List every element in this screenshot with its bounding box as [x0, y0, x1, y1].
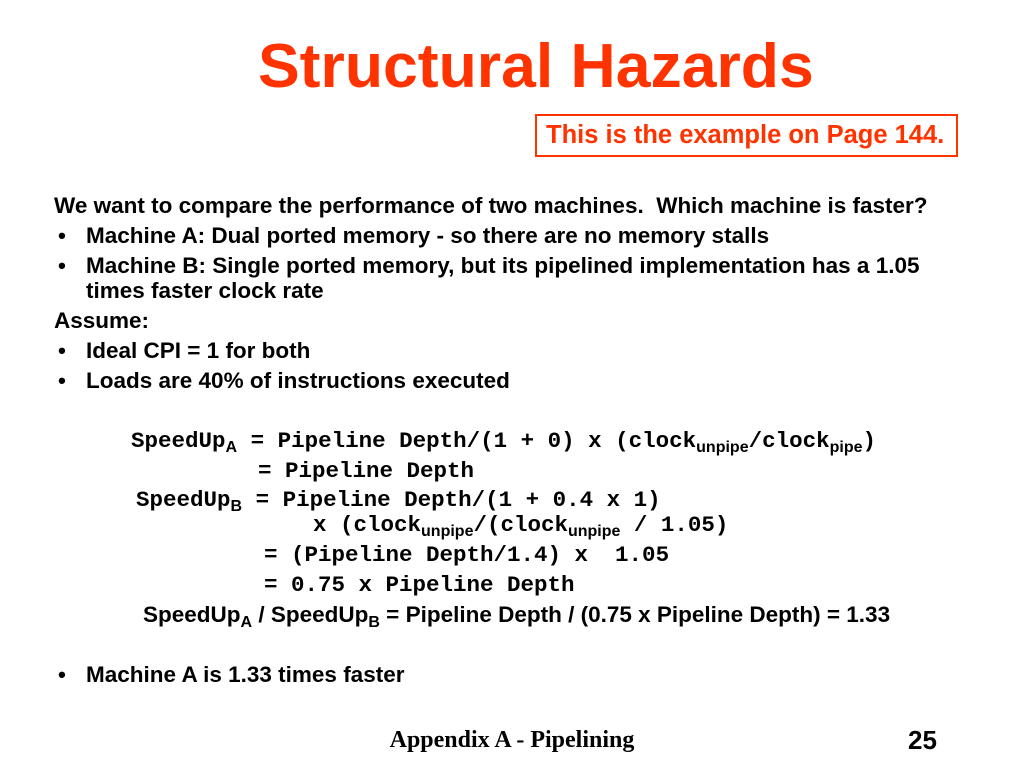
equation-term: SpeedUp: [136, 487, 231, 513]
equation-term: = Pipeline Depth/(1 + 0.4 x 1): [242, 487, 661, 513]
equation-subscript: pipe: [829, 439, 863, 456]
equation-term: /clock: [748, 428, 830, 454]
equation-speedup-b-result: = 0.75 x Pipeline Depth: [264, 572, 575, 598]
equation-term: SpeedUp: [131, 428, 226, 454]
intro-question: We want to compare the performance of two machines. Which machine is faster?: [54, 193, 928, 218]
assumption-cpi-text: Ideal CPI = 1 for both: [86, 338, 311, 363]
equation-subscript: B: [230, 498, 243, 515]
equation-subscript: A: [240, 614, 253, 631]
assumption-loads-text: Loads are 40% of instructions executed: [86, 368, 510, 393]
equation-subscript: unpipe: [421, 523, 474, 540]
equation-term: /(clock: [473, 512, 568, 538]
machine-b-text: Machine B: Single ported memory, but its pipelined implementation has a 1.05 times faster clock rate: [86, 253, 920, 303]
bullet-marker: •: [58, 253, 66, 278]
equation-subscript: unpipe: [696, 439, 749, 456]
page-reference-box: [535, 114, 958, 157]
page-reference-text: This is the example on Page 144.: [546, 121, 945, 149]
equation-term: = Pipeline Depth / (0.75 x Pipeline Depth) = 1.33: [379, 602, 891, 627]
assume-label: Assume:: [54, 308, 150, 333]
assumption-item: [54, 368, 994, 393]
slide-title: Structural Hazards: [258, 31, 814, 101]
equation-speedup-a-result: = Pipeline Depth: [258, 458, 475, 484]
machine-a-item: [54, 223, 994, 248]
equation-term: ): [862, 428, 877, 454]
equation-subscript: B: [368, 614, 380, 631]
equation-speedup-a: [131, 429, 876, 454]
bullet-marker: •: [58, 368, 66, 393]
equation-term: / SpeedUp: [252, 602, 369, 627]
bullet-marker: •: [58, 662, 66, 687]
conclusion-item: [54, 662, 994, 687]
assumption-item: [54, 338, 994, 363]
bullet-marker: •: [58, 223, 66, 248]
bullet-marker: •: [58, 338, 66, 363]
equation-term: SpeedUp: [143, 602, 241, 627]
equation-term: = Pipeline Depth/(1 + 0) x (clock: [237, 428, 697, 454]
equation-term: x (clock: [313, 512, 422, 538]
footer-section-title: Appendix A - Pipelining: [389, 727, 635, 753]
equation-speedup-ratio: [143, 602, 891, 631]
equation-subscript: A: [225, 439, 238, 456]
machine-b-item: [54, 253, 994, 303]
equation-speedup-b-step: = (Pipeline Depth/1.4) x 1.05: [264, 542, 670, 568]
equation-subscript: unpipe: [567, 523, 621, 540]
equation-term: / 1.05): [620, 512, 729, 538]
equation-speedup-b-continued: [313, 513, 728, 538]
page-number: 25: [908, 725, 937, 755]
equation-speedup-b: [136, 488, 661, 513]
machine-a-text: Machine A: Dual ported memory - so there are no memory stalls: [86, 223, 770, 248]
conclusion-text: Machine A is 1.33 times faster: [86, 662, 405, 687]
